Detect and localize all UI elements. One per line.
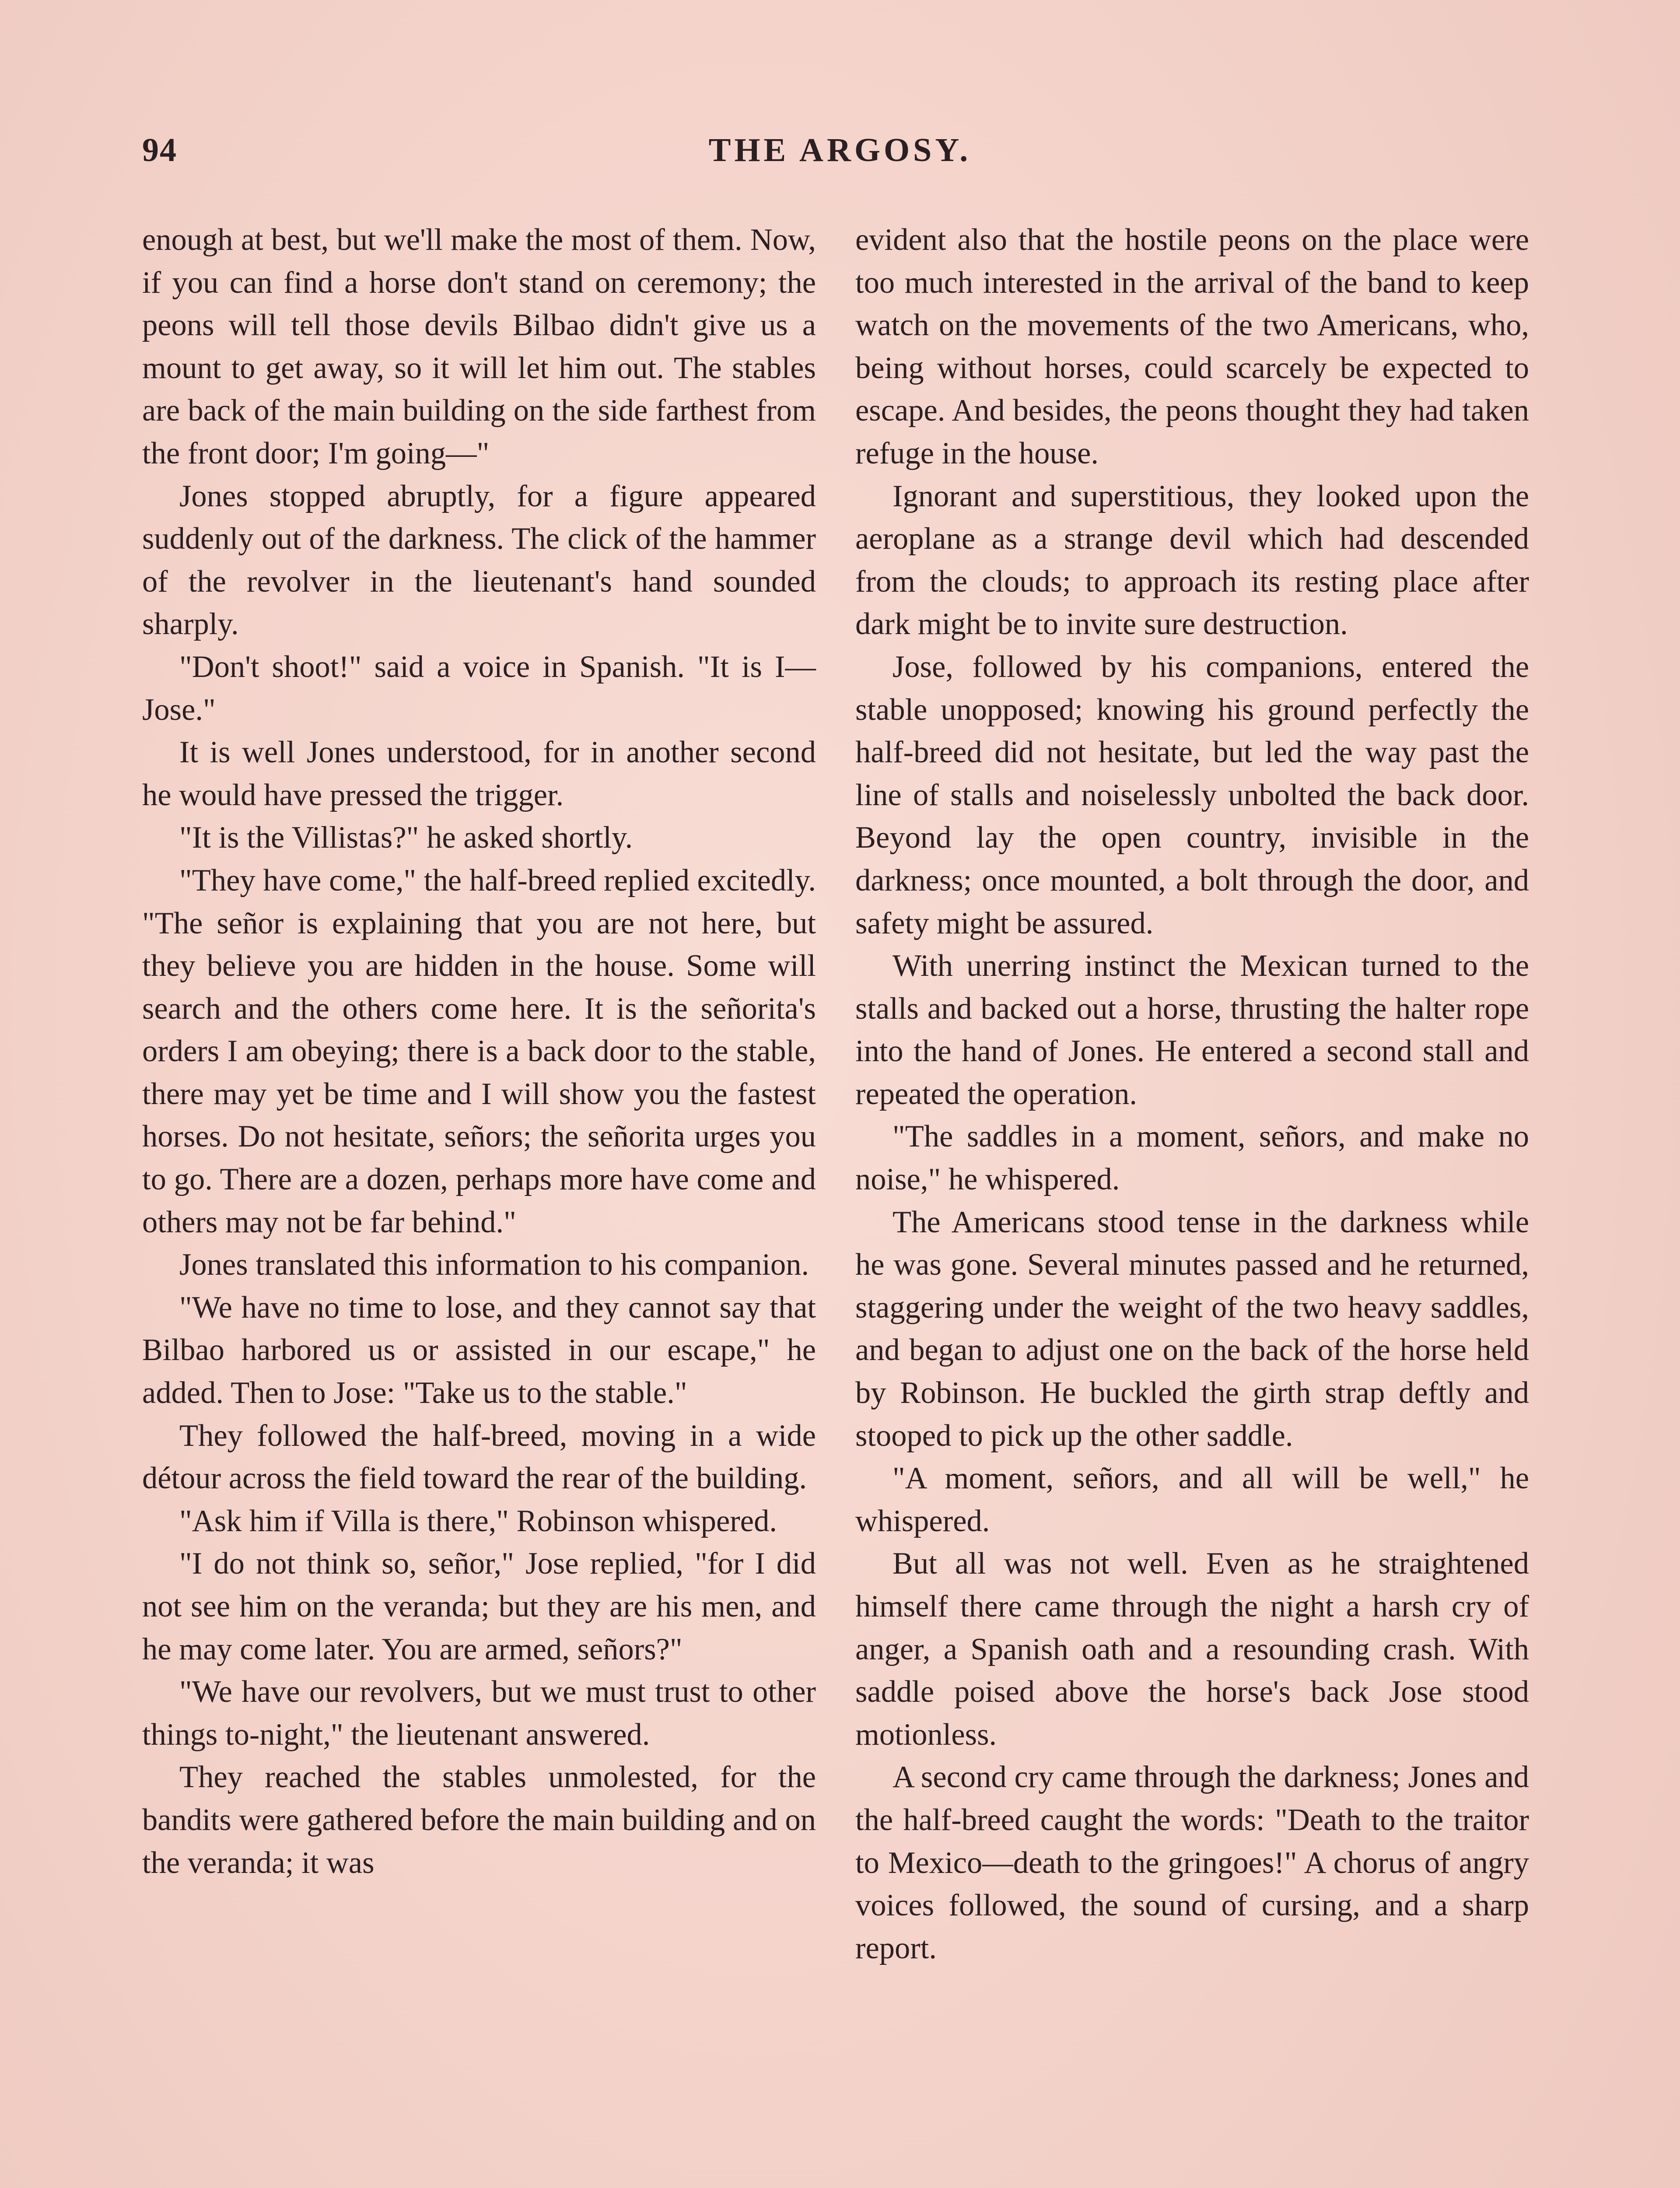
- running-title: THE ARGOSY.: [708, 132, 972, 168]
- paragraph: "A moment, señors, and all will be well," he whispered.: [855, 1461, 1529, 1538]
- paragraph: Jose, followed by his companions, entered the stable unopposed; knowing his ground perfectly the half-breed did not hesitate, but led the way past the line of stalls and noiselessly unbolted the back door. Beyond lay the open country, invisible in the darkness; once mounted, a bolt through the door, and safety might be assured.: [855, 649, 1529, 940]
- paragraph: enough at best, but we'll make the most of them. Now, if you can find a horse don't stand on ceremony; the peons will tell those devils Bilbao didn't give us a mount to get away, so it will let him out. The stables are back of the main building on the side farthest from the front door; I'm going—": [142, 223, 816, 470]
- paragraph: They reached the stables unmolested, for the bandits were gathered before the main building and on the veranda; it was: [142, 1760, 816, 1880]
- paragraph: "We have no time to lose, and they cannot say that Bilbao harbored us or assisted in our escape," he added. Then to Jose: "Take us to the stable.": [142, 1290, 816, 1410]
- paragraph: "They have come," the half-breed replied excitedly. "The señor is explaining that you are not here, but they believe you are hidden in the house. Some will search and the others come here. It is the señorita's orders I am obeying; there is a back door to the stable, there may yet be time and I will show you the fastest horses. Do not hesitate, señors; the señorita urges you to go. There are a dozen, perhaps more have come and others may not be far behind.": [142, 863, 816, 1239]
- paragraph: They followed the half-breed, moving in a wide détour across the field toward the rear of the building.: [142, 1418, 816, 1496]
- paragraph: A second cry came through the darkness; Jones and the half-breed caught the words: "Death to the traitor to Mexico—death to the gringoes!" A chorus of angry voices followed, the sound of cursing, and a sharp report.: [855, 1760, 1529, 1965]
- paragraph: "I do not think so, señor," Jose replied, "for I did not see him on the veranda; but they are his men, and he may come later. You are armed, señors?": [142, 1546, 816, 1666]
- paragraph: Jones translated this information to his companion.: [179, 1248, 809, 1282]
- paragraph: It is well Jones understood, for in another second he would have pressed the trigger.: [142, 735, 816, 812]
- paragraph: With unerring instinct the Mexican turned to the stalls and backed out a horse, thrusting the halter rope into the hand of Jones. He entered a second stall and repeated the operation.: [855, 949, 1529, 1111]
- left-column: [142, 219, 816, 1884]
- paragraph: "We have our revolvers, but we must trust to other things to-night," the lieutenant answered.: [142, 1675, 816, 1752]
- paragraph: "It is the Villistas?" he asked shortly.: [179, 820, 633, 855]
- paragraph: "The saddles in a moment, señors, and make no noise," he whispered.: [855, 1119, 1529, 1197]
- paragraph: Ignorant and superstitious, they looked upon the aeroplane as a strange devil which had descended from the clouds; to approach its resting place after dark might be to invite sure destruction.: [855, 479, 1529, 642]
- right-column: [855, 219, 1529, 1970]
- page-header: [142, 131, 1538, 179]
- page-number: 94: [142, 132, 177, 168]
- paragraph: The Americans stood tense in the darkness while he was gone. Several minutes passed and he returned, staggering under the weight of the two heavy saddles, and began to adjust one on the back of the horse held by Robinson. He buckled the girth strap deftly and stooped to pick up the other saddle.: [855, 1205, 1529, 1453]
- paragraph: "Ask him if Villa is there," Robinson whispered.: [179, 1504, 777, 1538]
- paragraph: But all was not well. Even as he straightened himself there came through the night a harsh cry of anger, a Spanish oath and a resounding crash. With saddle poised above the horse's back Jose stood motionless.: [855, 1546, 1529, 1752]
- paragraph: Jones stopped abruptly, for a figure appeared suddenly out of the darkness. The click of the hammer of the revolver in the lieutenant's hand sounded sharply.: [142, 479, 816, 642]
- paragraph: evident also that the hostile peons on the place were too much interested in the arrival of the band to keep watch on the movements of the two Americans, who, being without horses, could scarcely be expected to escape. And besides, the peons thought they had taken refuge in the house.: [855, 223, 1529, 470]
- paragraph: "Don't shoot!" said a voice in Spanish. "It is I—Jose.": [142, 649, 816, 727]
